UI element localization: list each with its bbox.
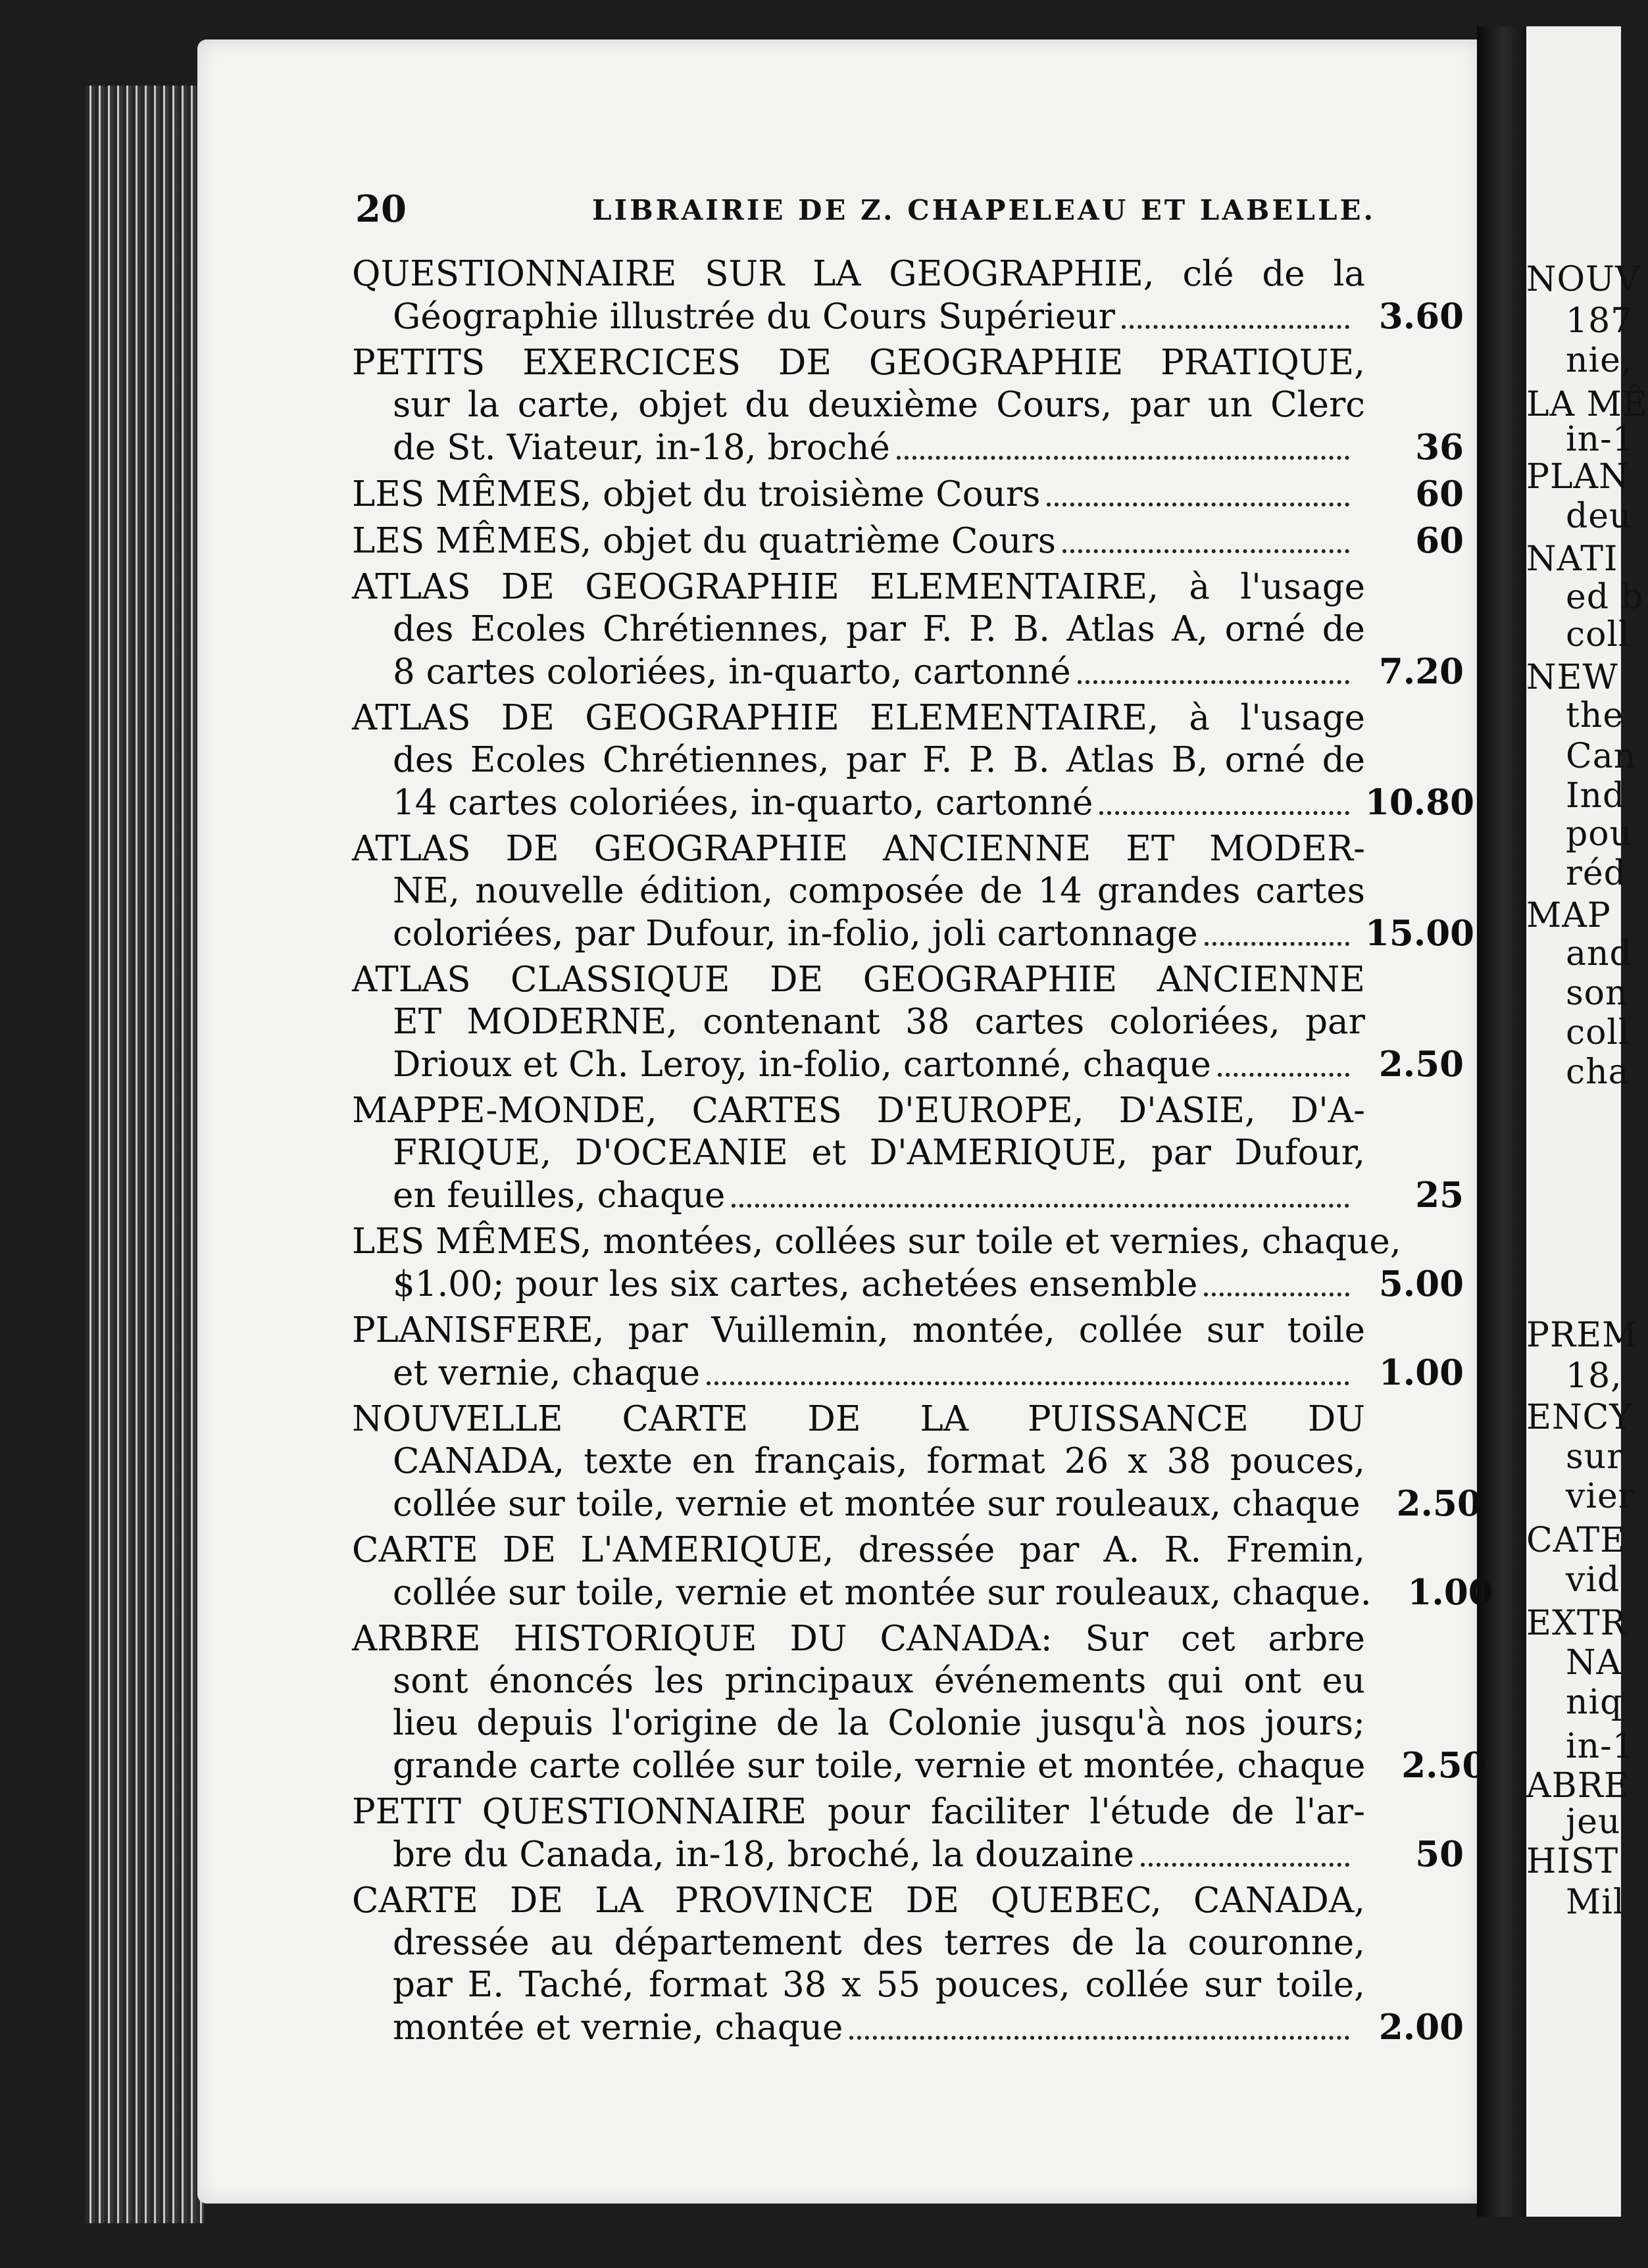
entry-text: et vernie, chaque [393,1353,701,1393]
entry-final-line [352,426,1464,469]
entry-text: grande carte collée sur toile, vernie et montée, chaque [393,1746,1366,1786]
entry-line [352,1441,1464,1483]
facing-page-fragment: NA [1566,1643,1622,1683]
entry-line [352,1398,1464,1441]
facing-page-fragment: nie, [1566,341,1633,380]
entry-line [352,1310,1464,1352]
entry-text: NOUVELLE CARTE DE LA PUISSANCE DU [352,1399,1365,1439]
facing-page-fragment: and [1566,934,1632,974]
entry-text: Géographie illustrée du Cours Supérieur [393,297,1115,337]
entry-text: ATLAS DE GEOGRAPHIE ANCIENNE ET MODER- [352,829,1365,869]
dot-leader [1047,502,1349,506]
dot-leader [1122,324,1349,329]
entry-text: PLANISFERE, par Vuillemin, montée, collée sur toile [352,1310,1365,1350]
entry-final-line [352,1833,1464,1876]
entry-line [352,828,1464,870]
facing-page-fragment: 18, [1566,1356,1622,1396]
entry-line [352,1791,1464,1833]
dot-leader [1205,941,1349,946]
entry-text: collée sur toile, vernie et montée sur rouleaux, chaque. [393,1573,1372,1613]
entry-price: 2.50 [1396,1483,1482,1524]
entry-price: 5.00 [1378,1264,1464,1304]
dot-leader [897,455,1349,460]
facing-page-fragment: Ind [1566,776,1626,816]
entry-line [352,1001,1464,1043]
catalogue-entry [352,1310,1464,1394]
facing-page-fragment: NEW [1526,658,1618,697]
entry-price: 2.50 [1378,1044,1464,1085]
entry-text: CARTE DE L'AMERIQUE, dressée par A. R. Fremin, [352,1530,1365,1570]
entry-line [352,1880,1464,1922]
dot-leader [1099,810,1349,815]
entry-line [352,1090,1464,1132]
entry-final-line [352,912,1474,955]
entry-line [352,1964,1464,2006]
dot-leader [1218,1072,1349,1077]
facing-page-fragment: coll [1566,1013,1630,1052]
catalogue-entry [352,253,1464,338]
entry-text: en feuilles, chaque [393,1175,726,1216]
entry-text: collée sur toile, vernie et montée sur rouleaux, chaque [393,1484,1361,1524]
entry-text: LES MÊMES, montées, collées sur toile et vernies, chaque, [352,1221,1401,1262]
facing-page-fragment: cha [1566,1052,1630,1092]
catalogue-entry [352,1398,1482,1525]
dot-leader [849,2035,1349,2040]
entry-price: 36 [1415,427,1464,468]
entry-text: LES MÊMES, objet du quatrième Cours [352,521,1056,561]
catalogue-entry [352,1090,1464,1217]
entry-line [352,608,1464,651]
entry-line [352,384,1464,426]
entry-text: ATLAS DE GEOGRAPHIE ELEMENTAIRE, à l'usage [352,567,1365,607]
entry-final-line [352,651,1464,693]
facing-page-fragment: jeu [1566,1802,1621,1842]
entry-price: 60 [1415,474,1464,514]
entry-final-line [352,1744,1487,1787]
entry-text: bre du Canada, in-18, broché, la douzaine [393,1835,1135,1875]
dot-leader [1062,549,1349,553]
entry-line [352,1221,1464,1263]
catalogue-entry [352,1618,1487,1787]
catalogue-entry [352,959,1464,1086]
entry-price: 2.00 [1378,2007,1464,2048]
facing-page-fragment: vier [1566,1477,1636,1516]
facing-page-fragment: CATE [1526,1521,1626,1560]
catalogue-entries [352,253,1493,2053]
entry-text: dressée au département des terres de la couronne, [393,1923,1365,1963]
facing-page-fragment: PREM [1526,1316,1638,1355]
catalogue-entry [352,520,1464,562]
entry-text: CANADA, texte en français, format 26 x 38 pouces, [393,1441,1365,1481]
entry-final-line [352,1174,1464,1217]
dot-leader [1141,1862,1349,1867]
facing-page-fragment: ABRE [1526,1766,1630,1806]
entry-text: LES MÊMES, objet du troisième Cours [352,474,1041,514]
dot-leader [1204,1292,1349,1296]
facing-page-fragment: MAP [1526,896,1611,935]
entry-line [352,697,1464,739]
catalogue-entry [352,1880,1464,2049]
entry-line [352,870,1464,912]
entry-text: CARTE DE LA PROVINCE DE QUEBEC, CANADA, [352,1881,1365,1921]
facing-page-fragment: réd [1566,854,1626,893]
entry-text: ARBRE HISTORIQUE DU CANADA: Sur cet arbre [352,1619,1365,1659]
entry-text: des Ecoles Chrétiennes, par F. P. B. Atlas B, orné de [393,740,1365,780]
facing-page-fragment: in-1 [1566,1727,1635,1766]
facing-page-fragment: PLAN [1526,457,1630,497]
entry-text: coloriées, par Dufour, in-folio, joli cartonnage [393,914,1198,954]
entry-price: 3.60 [1378,296,1464,337]
entry-final-line [352,520,1464,562]
entry-line [352,1618,1464,1660]
entry-line [352,342,1464,384]
facing-page-fragment: sur [1566,1437,1624,1477]
catalogue-entry [352,1791,1464,1876]
entry-text: NE, nouvelle édition, composée de 14 grandes cartes [393,871,1365,911]
facing-page-fragment: in-1 [1566,420,1635,459]
entry-line [352,1132,1464,1174]
entry-text: montée et vernie, chaque [393,2008,843,2048]
facing-page-fragment: Can [1566,737,1637,776]
entry-final-line [352,2006,1464,2049]
facing-page-fragment: the [1566,696,1624,735]
entry-price: 7.20 [1378,651,1464,692]
entry-final-line [352,781,1474,824]
entry-line [352,1702,1464,1744]
facing-page-fragment: vid [1566,1560,1620,1600]
entry-text: FRIQUE, D'OCEANIE et D'AMERIQUE, par Dufour, [393,1133,1365,1173]
catalogue-entry [352,566,1464,693]
entry-text: 8 cartes coloriées, in-quarto, cartonné [393,652,1071,692]
entry-price: 60 [1415,520,1464,561]
facing-page-fragment: LA MÊ [1526,385,1648,424]
entry-text: sur la carte, objet du deuxième Cours, par un Clerc [393,385,1365,425]
entry-text: $1.00; pour les six cartes, achetées ensemble [393,1264,1198,1304]
entry-final-line [352,1483,1482,1525]
facing-page-fragment: ed b [1566,578,1643,617]
entry-line [352,1529,1464,1571]
facing-page-fragment: Mil [1566,1883,1625,1922]
entry-price: 1.00 [1378,1352,1464,1393]
facing-page-fragment: deu [1566,497,1632,536]
dot-leader [732,1203,1349,1208]
entry-price: 2.50 [1401,1745,1487,1786]
entry-final-line [352,1263,1464,1306]
facing-page-fragment: 187 [1566,301,1634,341]
entry-text: 14 cartes coloriées, in-quarto, cartonné [393,783,1093,823]
entry-final-line [352,1352,1464,1394]
entry-text: QUESTIONNAIRE SUR LA GEOGRAPHIE, clé de la [352,254,1365,294]
catalogue-entry [352,342,1464,469]
entry-price: 1.00 [1407,1572,1493,1613]
facing-page-fragment: NOUV [1526,260,1641,299]
entry-text: Drioux et Ch. Leroy, in-folio, cartonné, chaque [393,1045,1211,1085]
facing-page-fragment: pou [1566,814,1633,854]
entry-price: 50 [1415,1834,1464,1875]
entry-text: des Ecoles Chrétiennes, par F. P. B. Atlas A, orné de [393,609,1365,649]
entry-final-line [352,295,1464,338]
book-gutter [1477,26,1530,2217]
entry-line [352,739,1464,781]
facing-page-fragment: NATI [1526,539,1618,579]
page-header [355,187,1474,231]
facing-page-fragment: HIST [1526,1842,1619,1881]
entry-line [352,566,1464,608]
entry-text: par E. Taché, format 38 x 55 pouces, collée sur toile, [393,1965,1365,2005]
facing-page-fragment: EXTR [1526,1604,1627,1643]
entry-text: ET MODERNE, contenant 38 cartes coloriées, par [393,1002,1365,1042]
entry-text: lieu depuis l'origine de la Colonie jusqu'à nos jours; [393,1703,1365,1743]
entry-text: PETITS EXERCICES DE GEOGRAPHIE PRATIQUE, [352,343,1365,383]
entry-text: ATLAS CLASSIQUE DE GEOGRAPHIE ANCIENNE [352,960,1365,1000]
facing-page-fragment: coll [1566,615,1630,654]
facing-page [1526,26,1648,2217]
catalogue-entry [352,828,1474,955]
entry-price: 25 [1415,1175,1464,1216]
catalogue-entry [352,1221,1464,1306]
entry-text: ATLAS DE GEOGRAPHIE ELEMENTAIRE, à l'usage [352,698,1365,738]
entry-line [352,1660,1464,1702]
catalogue-entry [352,473,1464,516]
running-head: LIBRAIRIE DE Z. CHAPELEAU ET LABELLE. [592,194,1376,226]
page-number: 20 [355,187,407,231]
entry-final-line [352,473,1464,516]
entry-price: 15.00 [1365,913,1474,954]
dot-leader [707,1381,1349,1385]
entry-final-line [352,1043,1464,1086]
entry-line [352,1922,1464,1964]
book-page-edges [86,86,204,2223]
entry-text: MAPPE-MONDE, CARTES D'EUROPE, D'ASIE, D'A- [352,1091,1365,1131]
catalogue-entry [352,1529,1493,1614]
catalogue-entry [352,697,1474,824]
entry-text: PETIT QUESTIONNAIRE pour faciliter l'étude de l'ar- [352,1792,1365,1832]
entry-price: 10.80 [1365,782,1474,823]
entry-line [352,253,1464,295]
entry-text: sont énoncés les principaux événements qui ont eu [393,1661,1365,1701]
dot-leader [1078,679,1349,684]
facing-page-fragment: ENCY [1526,1398,1633,1437]
entry-line [352,959,1464,1001]
entry-text: de St. Viateur, in-18, broché [393,428,890,468]
facing-page-fragment: son [1566,974,1628,1013]
entry-final-line [352,1571,1493,1614]
facing-page-fragment: niq [1566,1683,1623,1722]
